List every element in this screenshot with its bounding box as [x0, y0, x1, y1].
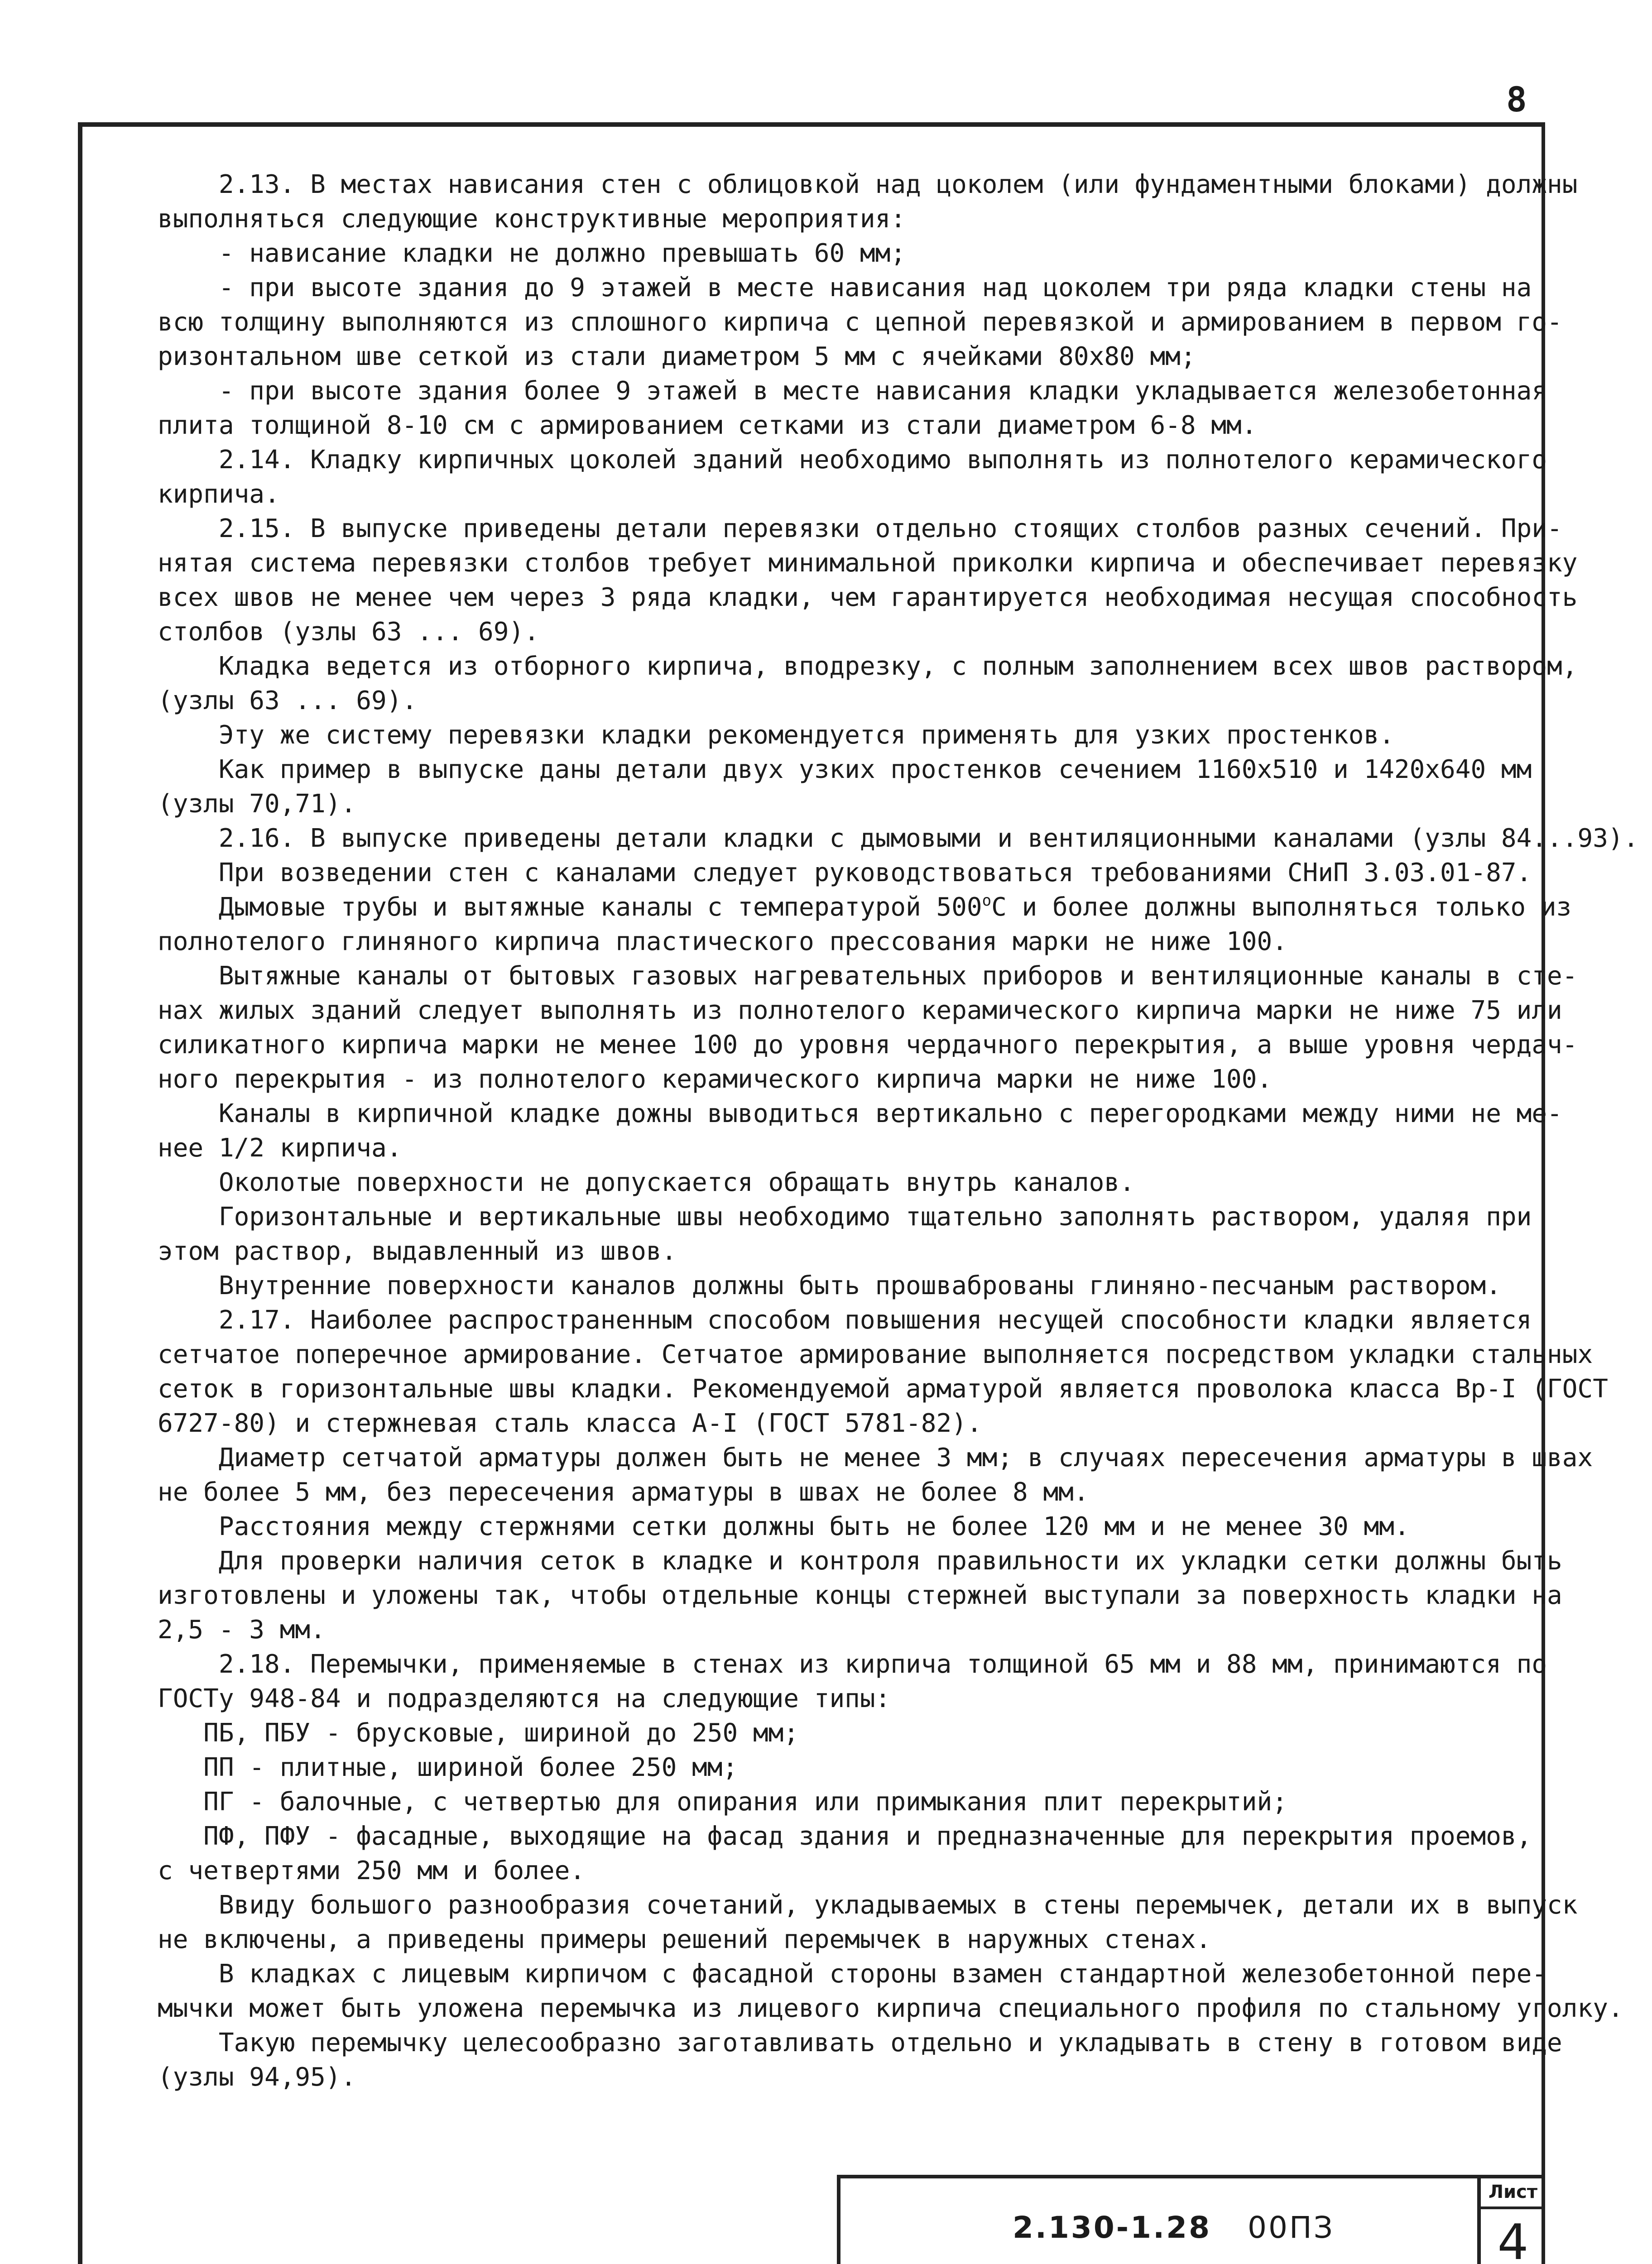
- page-number: 8: [1506, 79, 1527, 120]
- text-fragment: С и более должны выполняться только из: [991, 892, 1572, 922]
- text-line: Диаметр сетчатой арматуры должен быть не менее 3 мм; в случаях пересечения арматуры в швах: [158, 1443, 1593, 1473]
- text-line: ризонтальном шве сеткой из стали диаметром 5 мм с ячейками 80х80 мм;: [158, 342, 1196, 371]
- text-line: с четвертями 250 мм и более.: [158, 1856, 586, 1885]
- text-line: Эту же систему перевязки кладки рекомендуется применять для узких простенков.: [158, 720, 1394, 750]
- text-line: ного перекрытия - из полнотелого керамического кирпича марки не ниже 100.: [158, 1065, 1273, 1094]
- text-line: Расстояния между стержнями сетки должны быть не более 120 мм и не менее 30 мм.: [158, 1512, 1410, 1541]
- text-line: Как пример в выпуске даны детали двух узких простенков сечением 1160х510 и 1420х640 мм: [158, 755, 1532, 784]
- text-line: силикатного кирпича марки не менее 100 до уровня чердачного перекрытия, а выше уровня чердач-: [158, 1030, 1578, 1060]
- document-code: [1013, 2210, 1335, 2245]
- series-code: 2.130-1.28: [1013, 2210, 1211, 2245]
- text-line: не включены, а приведены примеры решений перемычек в наружных стенах.: [158, 1925, 1211, 1954]
- text-line: ПФ, ПФУ - фасадные, выходящие на фасад здания и предназначенные для перекрытия проемов,: [158, 1822, 1532, 1851]
- text-line: (узлы 63 ... 69).: [158, 686, 418, 715]
- text-line: плита толщиной 8-10 см с армированием сетками из стали диаметром 6-8 мм.: [158, 411, 1257, 440]
- text-line: Кладка ведется из отборного кирпича, вподрезку, с полным заполнением всех швов раствором,: [158, 652, 1578, 681]
- text-line: ПБ, ПБУ - брусковые, шириной до 250 мм;: [158, 1718, 799, 1748]
- text-line: В кладках с лицевым кирпичом с фасадной стороны взамен стандартной железобетонной пере-: [158, 1959, 1547, 1989]
- text-line: Для проверки наличия сеток в кладке и контроля правильности их укладки сетки должны быть: [158, 1546, 1562, 1576]
- text-line: 6727-80) и стержневая сталь класса А-I (ГОСТ 5781-82).: [158, 1409, 982, 1438]
- text-line: ГОСТу 948-84 и подразделяются на следующие типы:: [158, 1684, 891, 1713]
- text-line: 2.16. В выпуске приведены детали кладки с дымовыми и вентиляционными каналами (узлы 84...93).: [158, 824, 1639, 853]
- text-line: Внутренние поверхности каналов должны быть прошваброваны глиняно-песчаным раствором.: [158, 1271, 1501, 1300]
- text-line: ПП - плитные, шириной более 250 мм;: [158, 1753, 738, 1782]
- section-code: 00ПЗ: [1248, 2210, 1335, 2245]
- degree-superscript: о: [982, 892, 992, 910]
- sheet-number: 4: [1497, 2214, 1529, 2264]
- text-line: - нависание кладки не должно превышать 60 мм;: [158, 239, 906, 268]
- text-line: не более 5 мм, без пересечения арматуры в швах не более 8 мм.: [158, 1477, 1089, 1507]
- text-line: Такую перемычку целесообразно заготавливать отдельно и укладывать в стену в готовом виде: [158, 2028, 1562, 2058]
- text-line-temperature: [158, 890, 1572, 925]
- text-line: всех швов не менее чем через 3 ряда кладки, чем гарантируется необходимая несущая способность: [158, 583, 1578, 612]
- document-body: [158, 168, 1639, 2095]
- text-line: 2,5 - 3 мм.: [158, 1615, 326, 1645]
- text-line: выполняться следующие конструктивные мероприятия:: [158, 204, 906, 234]
- text-line: столбов (узлы 63 ... 69).: [158, 617, 539, 647]
- text-fragment: Дымовые трубы и вытяжные каналы с температурой 500: [158, 892, 982, 922]
- text-line: 2.13. В местах нависания стен с облицовкой над цоколем (или фундаментными блоками) должны: [158, 170, 1578, 199]
- text-line: 2.15. В выпуске приведены детали перевязки отдельно стоящих столбов разных сечений. При-: [158, 514, 1562, 543]
- text-line: полнотелого глиняного кирпича пластического прессования марки не ниже 100.: [158, 927, 1287, 956]
- sheet-box: [1477, 2178, 1545, 2264]
- sheet-label: Лист: [1481, 2178, 1545, 2209]
- text-line: нее 1/2 кирпича.: [158, 1133, 402, 1163]
- text-line: - при высоте здания до 9 этажей в месте нависания над цоколем три ряда кладки стены на: [158, 273, 1532, 302]
- text-line: мычки может быть уложена перемычка из лицевого кирпича специального профиля по стальному уголку.: [158, 1994, 1623, 2023]
- text-line: 2.18. Перемычки, применяемые в стенах из кирпича толщиной 65 мм и 88 мм, принимаются по: [158, 1650, 1547, 1679]
- text-line: - при высоте здания более 9 этажей в месте нависания кладки укладывается железобетонная: [158, 376, 1547, 406]
- text-line: Горизонтальные и вертикальные швы необходимо тщательно заполнять раствором, удаляя при: [158, 1202, 1532, 1232]
- text-line: Ввиду большого разнообразия сочетаний, укладываемых в стены перемычек, детали их в выпуск: [158, 1890, 1578, 1920]
- text-line: При возведении стен с каналами следует руководствоваться требованиями СНиП 3.03.01-87.: [158, 858, 1532, 887]
- text-line: сетчатое поперечное армирование. Сетчатое армирование выполняется посредством укладки стальных: [158, 1340, 1593, 1369]
- text-line: Каналы в кирпичной кладке дожны выводиться вертикально с перегородками между ними не ме-: [158, 1099, 1562, 1128]
- text-line: (узлы 94,95).: [158, 2063, 356, 2092]
- text-line: всю толщину выполняются из сплошного кирпича с цепной перевязкой и армированием в первом го-: [158, 307, 1562, 337]
- text-line: (узлы 70,71).: [158, 789, 356, 819]
- text-line: Околотые поверхности не допускается обращать внутрь каналов.: [158, 1168, 1135, 1197]
- text-line: нятая система перевязки столбов требует минимальной приколки кирпича и обеспечивает перевязку: [158, 548, 1578, 578]
- text-line: сеток в горизонтальные швы кладки. Рекомендуемой арматурой является проволока класса Вр-I (ГОСТ: [158, 1374, 1608, 1404]
- text-line: кирпича.: [158, 480, 280, 509]
- text-line: нах жилых зданий следует выполнять из полнотелого керамического кирпича марки не ниже 75 или: [158, 996, 1562, 1025]
- text-line: этом раствор, выдавленный из швов.: [158, 1237, 677, 1266]
- text-line: ПГ - балочные, с четвертью для опирания или примыкания плит перекрытий;: [158, 1787, 1287, 1817]
- text-line: 2.17. Наиболее распространенным способом повышения несущей способности кладки является: [158, 1305, 1532, 1335]
- text-line: 2.14. Кладку кирпичных цоколей зданий необходимо выполнять из полнотелого керамического: [158, 445, 1547, 475]
- text-line: изготовлены и уложены так, чтобы отдельные концы стержней выступали за поверхность кладки на: [158, 1581, 1562, 1610]
- title-block: [837, 2175, 1545, 2264]
- text-line: Вытяжные каналы от бытовых газовых нагревательных приборов и вентиляционные каналы в сте-: [158, 961, 1578, 991]
